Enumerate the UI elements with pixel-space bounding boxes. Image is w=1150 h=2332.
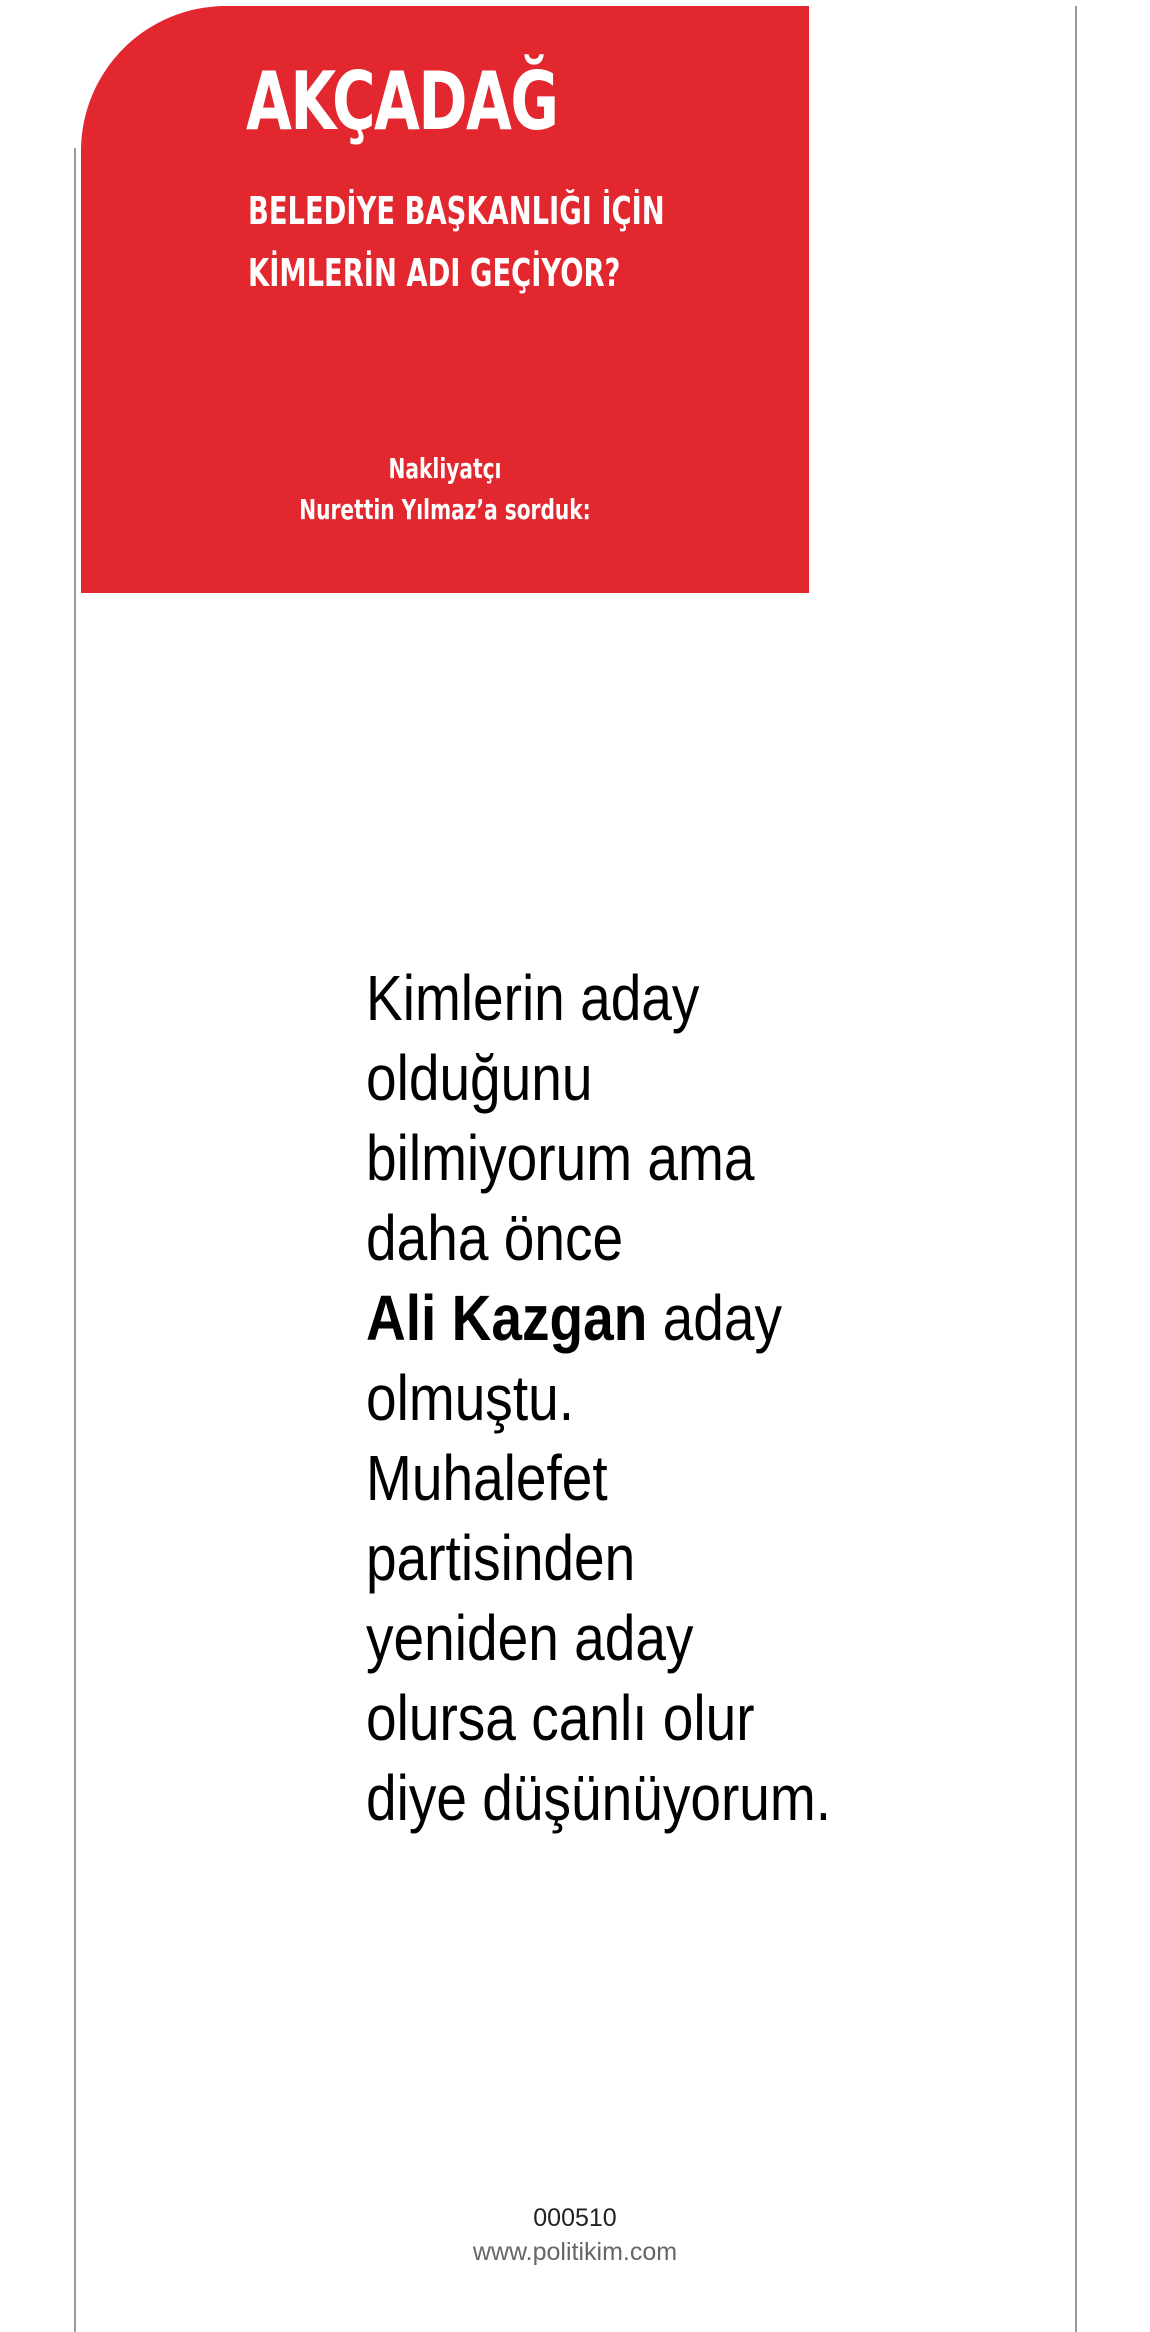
quote-text	[366, 958, 831, 1838]
quote-line: daha önce	[366, 1202, 624, 1274]
right-rule	[1075, 6, 1077, 2332]
page-title: AKÇADAĞ	[246, 55, 558, 148]
quote-line-with-name	[366, 1278, 831, 1358]
name-suffix: aday	[647, 1282, 782, 1354]
quote-line: partisinden	[366, 1522, 636, 1594]
interviewee-occupation: Nakliyatçı	[388, 452, 502, 485]
subtitle-line: KİMLERİN ADI GEÇİYOR?	[248, 251, 621, 295]
quote-line: Muhalefet	[366, 1442, 608, 1514]
quote-line: Kimlerin aday	[366, 962, 700, 1034]
website-link[interactable]: www.politikim.com	[472, 2238, 678, 2266]
quote-line: diye düşünüyorum.	[366, 1762, 832, 1834]
quote-line: yeniden aday	[366, 1602, 694, 1674]
quote-line: olmuştu.	[366, 1362, 575, 1434]
quote-line: olduğunu	[366, 1042, 593, 1114]
quote-line: bilmiyorum ama	[366, 1122, 755, 1194]
subtitle-line: BELEDİYE BAŞKANLIĞI İÇİN	[248, 189, 665, 233]
quote-line: olursa canlı olur	[366, 1682, 755, 1754]
interviewee-name: Nurettin Yılmaz’a sorduk:	[299, 493, 591, 526]
interviewee-caption	[299, 448, 590, 530]
highlighted-name: Ali Kazgan	[366, 1282, 648, 1354]
document-code: 000510	[533, 2204, 617, 2232]
subtitle	[248, 180, 665, 304]
left-rule	[74, 148, 76, 2332]
